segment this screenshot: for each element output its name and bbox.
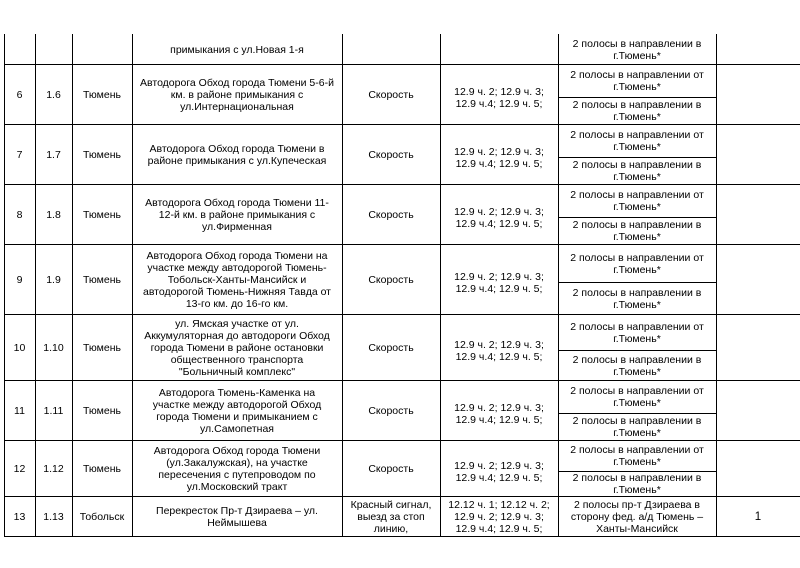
row-articles: 12.9 ч. 2; 12.9 ч. 3; 12.9 ч.4; 12.9 ч. 5;	[454, 401, 544, 426]
row-direction-to: 2 полосы в направлении в г.Тюмень*	[572, 286, 702, 311]
row-location: Автодорога Обход города Тюмени 11- 12-й км. в районе примыкания с ул.Фирменная	[145, 196, 329, 233]
row-direction-from: 2 полосы в направлении от г.Тюмень*	[570, 189, 704, 213]
row-city: Тюмень	[82, 341, 122, 354]
row-violation: Скорость	[368, 462, 414, 475]
row-number: 13	[13, 510, 26, 523]
row-code: 1.9	[46, 273, 61, 286]
row-code: 1.8	[46, 208, 61, 221]
grid-line-v	[558, 34, 559, 537]
row-location: Автодорога Тюмень-Каменка на участке между автодорогой Обход города Тюмени и примыканием с ул.Самопетная	[152, 386, 322, 435]
row-direction-to: 2 полосы в направлении в г.Тюмень*	[572, 415, 702, 439]
row-articles: 12.9 ч. 2; 12.9 ч. 3; 12.9 ч.4; 12.9 ч. 5;	[454, 459, 544, 484]
grid-line-v	[35, 34, 36, 537]
row-direction-to: 2 полосы в направлении в г.Тюмень*	[572, 353, 702, 378]
row-direction-to: 2 полосы в направлении в г.Тюмень*	[572, 472, 702, 496]
row-violation: Красный сигнал, выезд за стоп линию,	[350, 498, 432, 535]
row-city: Тюмень	[82, 462, 122, 475]
row-location: Перекресток Пр-т Дзираева – ул. Неймышева	[156, 504, 318, 529]
row-articles: 12.9 ч. 2; 12.9 ч. 3; 12.9 ч.4; 12.9 ч. 5;	[454, 145, 544, 170]
grid-line-v	[132, 34, 133, 537]
row-number: 12	[13, 462, 26, 475]
row-direction-from: 2 полосы в направлении от г.Тюмень*	[570, 385, 704, 409]
row-city: Тюмень	[82, 404, 122, 417]
row-code: 1.7	[46, 148, 61, 161]
grid-line-v	[440, 34, 441, 537]
row-number: 8	[16, 208, 23, 221]
row-violation: Скорость	[368, 148, 414, 161]
row-city: Тюмень	[82, 273, 122, 286]
row-direction-from: 2 полосы в направлении от г.Тюмень*	[570, 69, 704, 93]
row-number: 7	[16, 148, 23, 161]
row-articles: 12.12 ч. 1; 12.12 ч. 2; 12.9 ч. 2; 12.9 ч. 3; 12.9 ч.4; 12.9 ч. 5;	[448, 498, 550, 535]
row-city: Тюмень	[82, 208, 122, 221]
row-location: ул. Ямская участке от ул. Аккумуляторная до автодороги Обход города Тюмени в районе остановки общественного транспорта "Больничный комплекс"	[144, 317, 330, 378]
row-location: Автодорога Обход города Тюмени в районе примыкания с ул.Купеческая	[147, 142, 327, 167]
row-direction-to: 2 полосы в направлении в г.Тюмень*	[572, 159, 702, 183]
row-violation: Скорость	[368, 341, 414, 354]
row-location: Автодорога Обход города Тюмени (ул.Закалужская), на участке пересечения с путепроводом по ул.Московский тракт	[153, 444, 321, 493]
grid-line-v	[4, 34, 5, 537]
row-code: 1.11	[43, 404, 64, 417]
row-number: 11	[14, 404, 25, 417]
row-number: 10	[13, 341, 26, 354]
row-direction-from: 2 полосы в направлении от г.Тюмень*	[570, 129, 704, 153]
row-direction-from: 2 полосы в направлении от г.Тюмень*	[570, 251, 704, 276]
row-violation: Скорость	[368, 208, 414, 221]
row-city: Тюмень	[82, 148, 122, 161]
top-row-direction: 2 полосы в направлении в г.Тюмень*	[572, 37, 702, 62]
row-articles: 12.9 ч. 2; 12.9 ч. 3; 12.9 ч.4; 12.9 ч. 5;	[454, 338, 544, 363]
row-articles: 12.9 ч. 2; 12.9 ч. 3; 12.9 ч.4; 12.9 ч. 5;	[454, 270, 544, 295]
grid-line-h	[4, 536, 800, 537]
row-violation: Скорость	[368, 273, 414, 286]
grid-line-v	[342, 34, 343, 537]
row-code: 1.6	[46, 88, 61, 101]
row-direction: 2 полосы пр-т Дзираева в сторону фед. а/д Тюмень – Ханты-Мансийск	[570, 498, 704, 535]
row-direction-to: 2 полосы в направлении в г.Тюмень*	[572, 99, 702, 123]
row-city: Тобольск	[79, 510, 125, 523]
row-number: 9	[16, 273, 23, 286]
row-articles: 12.9 ч. 2; 12.9 ч. 3; 12.9 ч.4; 12.9 ч. 5;	[454, 85, 544, 110]
row-city: Тюмень	[82, 88, 122, 101]
row-articles: 12.9 ч. 2; 12.9 ч. 3; 12.9 ч.4; 12.9 ч. 5;	[454, 205, 544, 230]
row-code: 1.13	[43, 510, 64, 523]
row-direction-from: 2 полосы в направлении от г.Тюмень*	[570, 320, 704, 345]
row-location: Автодорога Обход города Тюмени на участке между автодорогой Тюмень- Тобольск-Ханты-Мансийск и автодорогой Тюмень-Нижняя Тавда от 13-го км. до 16-го км.	[143, 249, 331, 310]
row-direction-from: 2 полосы в направлении от г.Тюмень*	[570, 444, 704, 468]
row-direction-to: 2 полосы в направлении в г.Тюмень*	[572, 219, 702, 243]
row-violation: Скорость	[368, 88, 414, 101]
row-number: 6	[16, 88, 23, 101]
row-code: 1.10	[43, 341, 64, 354]
row-violation: Скорость	[368, 404, 414, 417]
grid-line-v	[716, 34, 717, 537]
row-location: Автодорога Обход города Тюмени 5-6-й км. в районе примыкания с ул.Интернациональная	[140, 76, 334, 113]
row-count: 1	[754, 510, 762, 523]
row-code: 1.12	[43, 462, 64, 475]
grid-line-v	[72, 34, 73, 537]
top-row-name: примыкания с ул.Новая 1-я	[170, 43, 304, 56]
